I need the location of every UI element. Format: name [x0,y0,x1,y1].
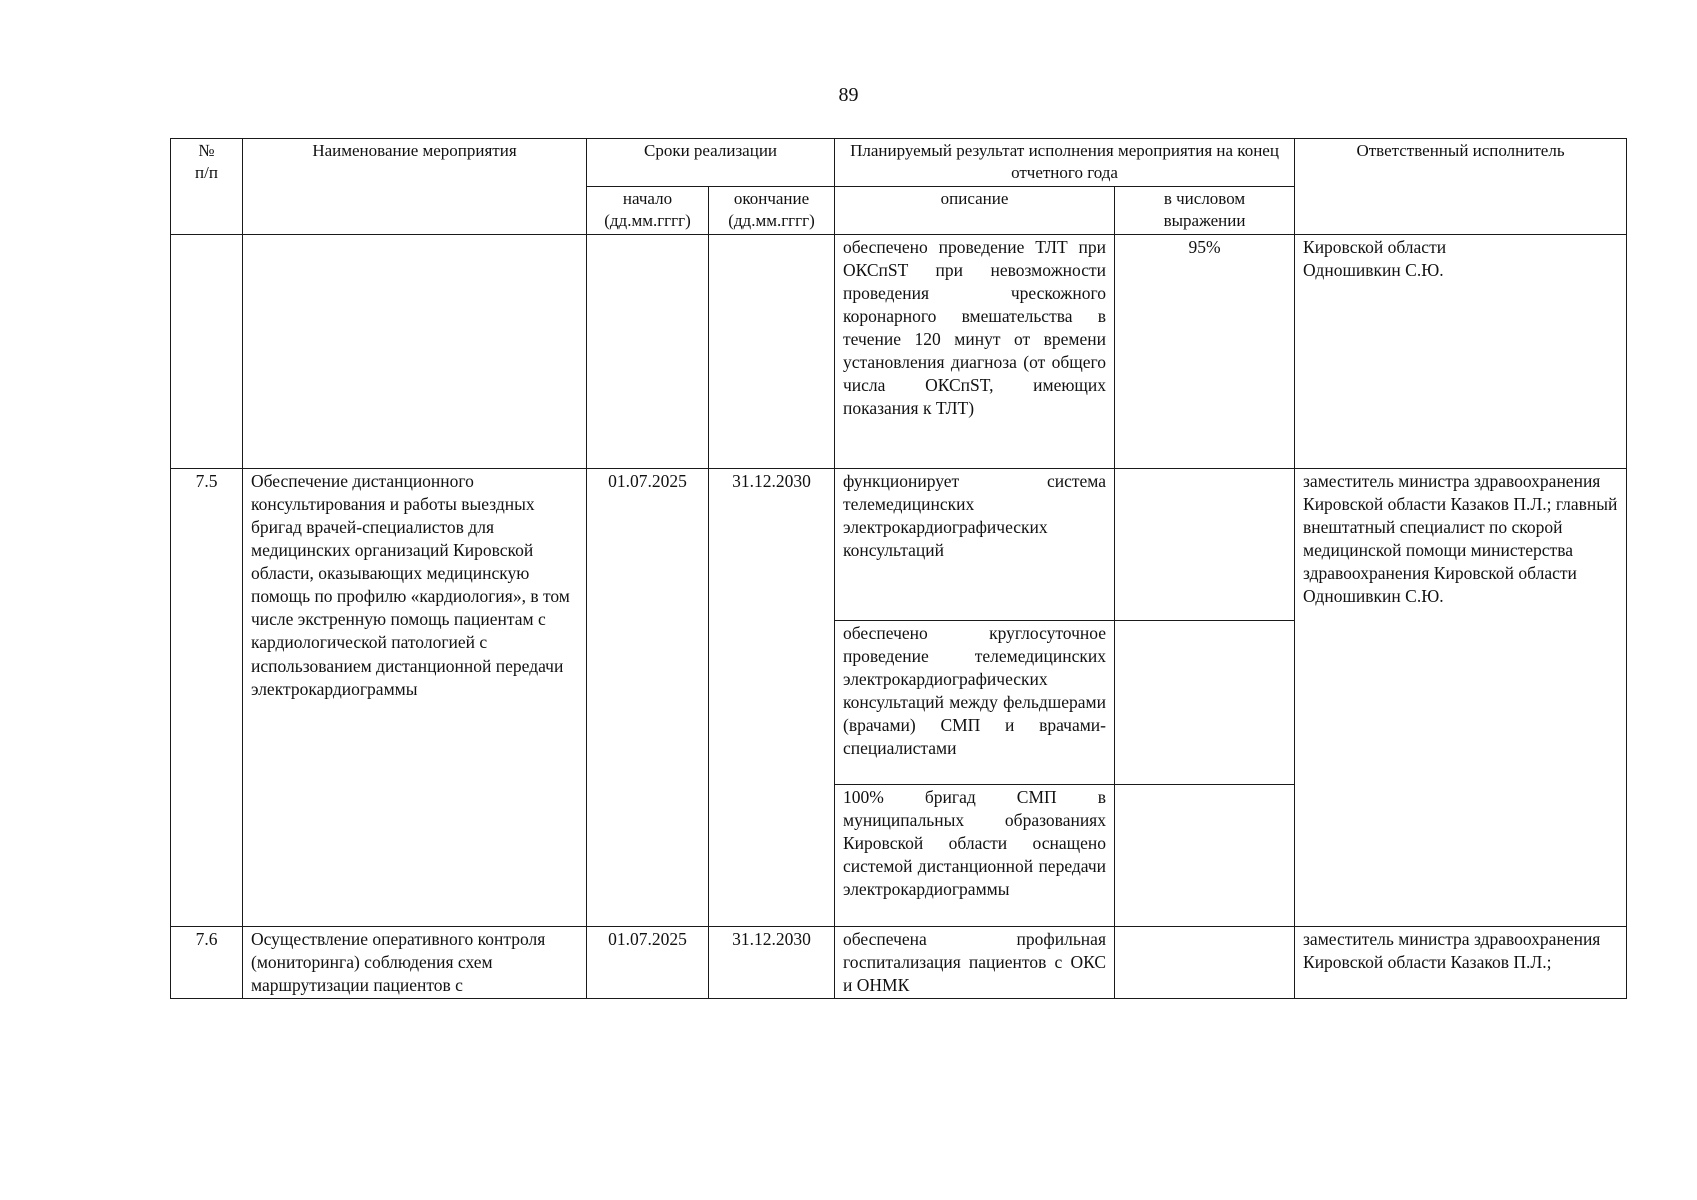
result-value: 95% [1115,234,1295,468]
header-name: Наименование мероприятия [243,139,587,235]
table-row [171,234,1627,468]
header-end: окончание (дд.мм.гггг) [709,186,835,234]
result-description: функционирует система телемедицинских электрокардиографических консультаций [835,468,1115,620]
row-name: Осуществление оперативного контроля (мониторинга) соблюдения схем маршрутизации пациентов с [243,926,587,998]
result-description: обеспечена профильная госпитализация пациентов с ОКС и ОНМК [835,926,1115,998]
result-description: обеспечено круглосуточное проведение телемедицинских электрокардиографических консультаций между фельдшерами (врачами) СМП и врачами-специалистами [835,620,1115,784]
row-end: 31.12.2030 [709,468,835,926]
row-responsible: Кировской области Одношивкин С.Ю. [1295,234,1627,468]
row-end [709,234,835,468]
row-start [587,234,709,468]
row-start: 01.07.2025 [587,468,709,926]
result-description: обеспечено проведение ТЛТ при ОКСпST при невозможности проведения чрескожного коронарного вмешательства в течение 120 минут от времени установления диагноза (от общего числа ОКСпST, имеющих показания к ТЛТ) [835,234,1115,468]
row-name [243,234,587,468]
header-numeric: в числовом выражении [1115,186,1295,234]
row-start: 01.07.2025 [587,926,709,998]
row-end: 31.12.2030 [709,926,835,998]
header-start: начало (дд.мм.гггг) [587,186,709,234]
header-num: № п/п [171,139,243,235]
result-description: 100% бригад СМП в муниципальных образованиях Кировской области оснащено системой дистанционной передачи электрокардиограммы [835,784,1115,926]
result-value [1115,926,1295,998]
row-responsible: заместитель министра здравоохранения Кировской области Казаков П.Л.; [1295,926,1627,998]
measures-table [170,138,1627,999]
row-num: 7.6 [171,926,243,998]
header-terms: Сроки реализации [587,139,835,187]
header-result: Планируемый результат исполнения мероприятия на конец отчетного года [835,139,1295,187]
result-value [1115,468,1295,620]
row-num: 7.5 [171,468,243,926]
header-description: описание [835,186,1115,234]
page-number: 89 [838,84,859,106]
table-row [171,468,1627,620]
row-num [171,234,243,468]
row-name: Обеспечение дистанционного консультирования и работы выездных бригад врачей-специалистов для медицинских организаций Кировской области, оказывающих медицинскую помощь по профилю «кардиология», в том числе экстренную помощь пациентам с кардиологической патологией с использованием дистанционной передачи электрокардиограммы [243,468,587,926]
result-value [1115,620,1295,784]
header-responsible: Ответственный исполнитель [1295,139,1627,235]
result-value [1115,784,1295,926]
row-responsible: заместитель министра здравоохранения Кировской области Казаков П.Л.; главный внештатный специалист по скорой медицинской помощи министерства здравоохранения Кировской области Одношивкин С.Ю. [1295,468,1627,926]
table-row [171,926,1627,998]
